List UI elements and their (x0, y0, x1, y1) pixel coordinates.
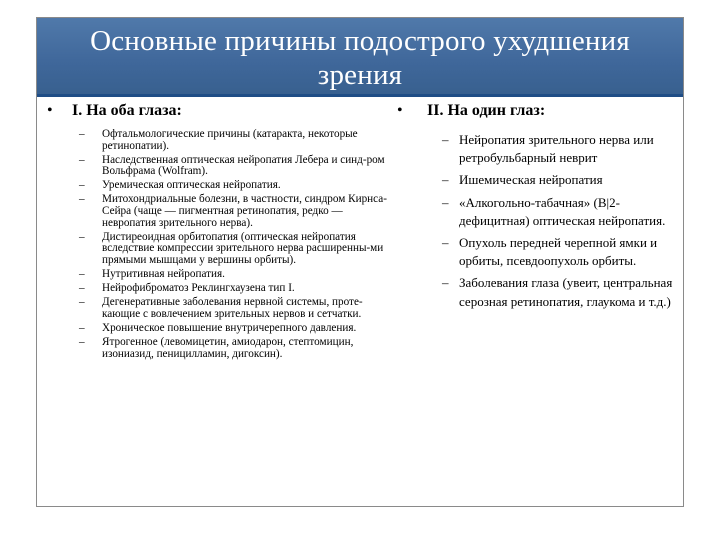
list-item (79, 337, 392, 360)
list-item (79, 180, 392, 192)
left-column (47, 101, 392, 363)
dash-icon: – (442, 235, 449, 251)
list-item (79, 194, 392, 229)
right-column (397, 101, 682, 315)
dash-icon: – (442, 172, 449, 188)
slide-title: Основные причины подострого ухудшения зрения (90, 25, 630, 91)
dash-icon: – (79, 153, 85, 166)
dash-icon: – (79, 193, 85, 206)
list-item (442, 131, 682, 167)
slide (36, 17, 684, 507)
left-list (47, 129, 392, 360)
list-item (442, 194, 682, 230)
right-header-text: II. На один глаз: (427, 102, 546, 119)
list-item-text: Хроническое повышение внутричерепного давления. (102, 321, 357, 334)
dash-icon: – (442, 194, 449, 210)
dash-icon: – (79, 268, 85, 281)
list-item (442, 274, 682, 310)
list-item (79, 297, 392, 320)
list-item-text: Ятрогенное (левомицетин, амиодарон, стептомицин, изониазид, пеницилламин, дигоксин). (102, 336, 354, 360)
list-item (79, 283, 392, 295)
list-item-text: Дегенеративные заболевания нервной системы, проте-кающие с вовлечением зрительных нервов и сетчатки. (102, 296, 363, 320)
dash-icon: – (79, 230, 85, 243)
list-item-text: Наследственная оптическая нейропатия Лебера и синд-ром Вольфрама (Wolfram). (102, 153, 385, 178)
title-bar (37, 18, 683, 97)
dash-icon: – (442, 132, 449, 147)
list-item (79, 129, 392, 152)
list-item-text: Нутритивная нейропатия. (102, 268, 225, 281)
list-item-text: Офтальмологические причины (катаракта, некоторые ретинопатии). (102, 128, 358, 152)
list-item-text: Заболевания глаза (увеит, центральная серозная ретинопатия, глаукома и т.д.) (459, 275, 673, 309)
list-item (79, 323, 392, 335)
left-header-text: I. На оба глаза: (72, 102, 182, 119)
list-item (442, 171, 682, 189)
dash-icon: – (79, 296, 85, 309)
right-list (397, 131, 682, 311)
dash-icon: – (79, 179, 85, 192)
list-item-text: Нейропатия зрительного нерва или ретробульбарный неврит (459, 132, 654, 166)
list-item-text: Дистиреоидная орбитопатия (оптическая нейропатия вследствие компрессии зрительного нерва расширенны-ми прямыми мышцами у вершины орбиты). (102, 230, 384, 266)
list-item-text: Уремическая оптическая нейропатия. (102, 179, 281, 192)
dash-icon: – (79, 321, 85, 334)
list-item-text: Митохондриальные болезни, в частности, синдром Кирнса-Сейра (чаще — пигментная ретинопатия, редко — невропатия зрительного нерва). (102, 193, 387, 229)
list-item (79, 232, 392, 267)
list-item (79, 269, 392, 281)
list-item-text: Ишемическая нейропатия (459, 172, 603, 188)
list-item-text: «Алкогольно-табачная» (B|2-дефицитная) оптическая нейропатия. (459, 194, 666, 228)
list-item (79, 155, 392, 178)
dash-icon: – (79, 336, 85, 348)
right-column-header (397, 101, 682, 121)
dash-icon: – (79, 282, 85, 295)
bullet-icon: • (47, 102, 53, 119)
list-item-text: Опухоль передней черепной ямки и орбиты, псевдоопухоль орбиты. (459, 235, 658, 269)
bullet-icon: • (397, 102, 403, 119)
dash-icon: – (442, 275, 449, 291)
dash-icon: – (79, 128, 85, 140)
left-column-header (47, 101, 392, 121)
list-item-text: Нейрофиброматоз Реклингхаузена тип I. (102, 282, 295, 295)
list-item (442, 234, 682, 270)
